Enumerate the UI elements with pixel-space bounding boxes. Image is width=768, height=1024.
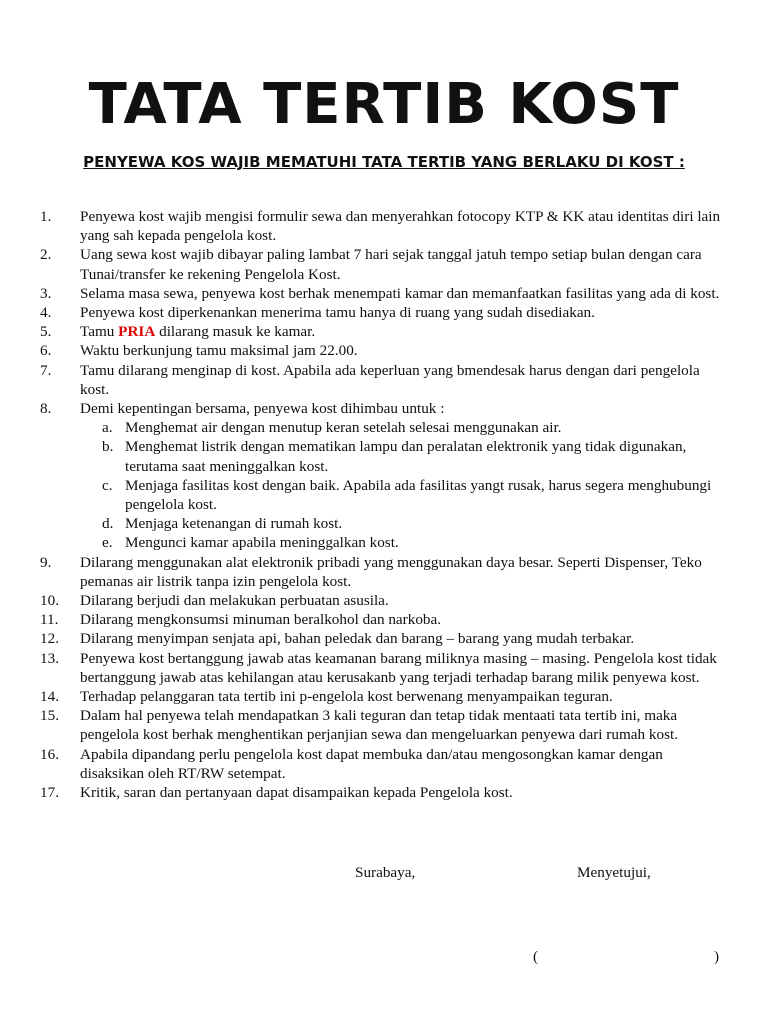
rule-subitem-letter: d. [102, 515, 114, 533]
rule-text: Tamu dilarang menginap di kost. Apabila ada keperluan yang bmendesak harus dengan dari pengelola kost. [80, 361, 700, 398]
rule-subitem-letter: a. [102, 419, 113, 437]
page-title: TATA TERTIB KOST [88, 72, 680, 137]
rule-item [40, 629, 726, 648]
rule-text: Dilarang mengkonsumsi minuman beralkohol dan narkoba. [80, 611, 442, 629]
rule-text: Apabila dipandang perlu pengelola kost dapat membuka dan/atau mengosongkan kamar dengan disaksikan oleh RT/RW setempat. [80, 745, 663, 782]
rule-text: Waktu berkunjung tamu maksimal jam 22.00. [80, 342, 358, 360]
rule-text: Dilarang berjudi dan melakukan perbuatan asusila. [80, 592, 389, 610]
rule-highlight: PRIA [118, 323, 156, 341]
rule-number: 5. [40, 323, 52, 341]
rule-subitem [80, 533, 726, 552]
rule-subitem [80, 476, 726, 514]
rule-item [40, 745, 726, 783]
rule-subitem [80, 418, 726, 437]
rule-number: 3. [40, 284, 52, 302]
rule-number: 17. [40, 784, 59, 802]
rule-number: 14. [40, 688, 59, 706]
rule-item [40, 687, 726, 706]
rule-number: 16. [40, 745, 59, 763]
rule-subitem-letter: c. [102, 476, 113, 494]
rule-subitem-text: Mengunci kamar apabila meninggalkan kost. [125, 534, 399, 552]
rule-item [40, 361, 726, 399]
rule-subitem [80, 514, 726, 533]
rule-text: Dalam hal penyewa telah mendapatkan 3 kali teguran dan tetap tidak mentaati tata tertib ini, maka pengelola kost berhak menghentikan perjanjian sewa dan mengeluarkan penyewa dari rumah kost. [80, 707, 679, 744]
rule-subitem-text: Menghemat listrik dengan mematikan lampu dan peralatan elektronik yang tidak digunakan, terutama saat meninggalkan kost. [125, 438, 687, 475]
rule-number: 6. [40, 342, 52, 360]
rule-sublist [80, 418, 726, 552]
rule-number: 8. [40, 400, 52, 418]
rule-item [40, 245, 726, 283]
rule-item [40, 207, 726, 245]
signature-approval: Menyetujui, [577, 864, 651, 881]
rule-number: 9. [40, 553, 52, 571]
rule-subitem-text: Menjaga ketenangan di rumah kost. [125, 515, 343, 533]
rule-text: Penyewa kost diperkenankan menerima tamu hanya di ruang yang sudah disediakan. [80, 304, 595, 322]
rule-item [40, 783, 726, 802]
rule-item [40, 284, 726, 303]
rule-text: Selama masa sewa, penyewa kost berhak menempati kamar dan memanfaatkan fasilitas yang ada di kost. [80, 284, 720, 302]
rule-item [40, 649, 726, 687]
rule-item [40, 303, 726, 322]
rule-subitem [80, 437, 726, 475]
rule-subitem-letter: b. [102, 438, 114, 456]
rule-subitem-text: Menjaga fasilitas kost dengan baik. Apabila ada fasilitas yangt rusak, harus segera menghubungi pengelola kost. [125, 476, 712, 514]
rule-number: 7. [40, 361, 52, 379]
rule-number: 4. [40, 304, 52, 322]
rule-subitem-text: Menghemat air dengan menutup keran setelah selesai menggunakan air. [125, 419, 562, 437]
rule-text: Penyewa kost bertanggung jawab atas keamanan barang miliknya masing – masing. Pengelola kost tidak bertanggung jawab atas kehilangan atau kerusakanb yang terjadi terhadap barang milik penyewa kost. [80, 649, 717, 686]
rule-text: Tamu [80, 323, 119, 341]
rule-number: 10. [40, 592, 59, 610]
rule-number: 2. [40, 246, 52, 264]
rule-text: Terhadap pelanggaran tata tertib ini p-engelola kost berwenang menyampaikan teguran. [80, 688, 613, 706]
rule-text: dilarang masuk ke kamar. [155, 323, 316, 341]
rule-number: 15. [40, 707, 59, 725]
rule-item [40, 341, 726, 360]
rule-text: Penyewa kost wajib mengisi formulir sewa dan menyerahkan fotocopy KTP & KK atau identitas diri lain yang sah kepada pengelola kost. [80, 208, 721, 245]
rule-number: 13. [40, 649, 59, 667]
rule-text: Kritik, saran dan pertanyaan dapat disampaikan kepada Pengelola kost. [80, 784, 513, 802]
signature-open-paren: ( [533, 948, 539, 965]
rule-number: 11. [40, 611, 59, 629]
signature-place: Surabaya, [355, 864, 416, 881]
rule-item [40, 322, 726, 341]
rule-item [40, 706, 726, 744]
rules-list [40, 207, 726, 802]
rule-item [40, 399, 726, 553]
rule-text: Dilarang menyimpan senjata api, bahan peledak dan barang – barang yang mudah terbakar. [80, 630, 635, 648]
rule-item [40, 610, 726, 629]
rule-text: Uang sewa kost wajib dibayar paling lambat 7 hari sejak tanggal jatuh tempo setiap bulan dengan cara Tunai/transfer ke rekening Pengelola Kost. [80, 246, 702, 283]
rule-item [40, 553, 726, 591]
rule-text: Demi kepentingan bersama, penyewa kost dihimbau untuk : [80, 400, 445, 418]
rule-subitem-letter: e. [102, 534, 113, 552]
signature-close-paren: ) [714, 948, 720, 965]
rule-item [40, 591, 726, 610]
rule-number: 12. [40, 630, 59, 648]
rule-text: Dilarang menggunakan alat elektronik pribadi yang menggunakan daya besar. Seperti Dispenser, Teko pemanas air listrik tanpa izin pengelola kost. [80, 553, 702, 590]
page-subtitle: PENYEWA KOS WAJIB MEMATUHI TATA TERTIB YANG BERLAKU DI KOST : [83, 153, 685, 171]
rule-number: 1. [40, 208, 52, 225]
